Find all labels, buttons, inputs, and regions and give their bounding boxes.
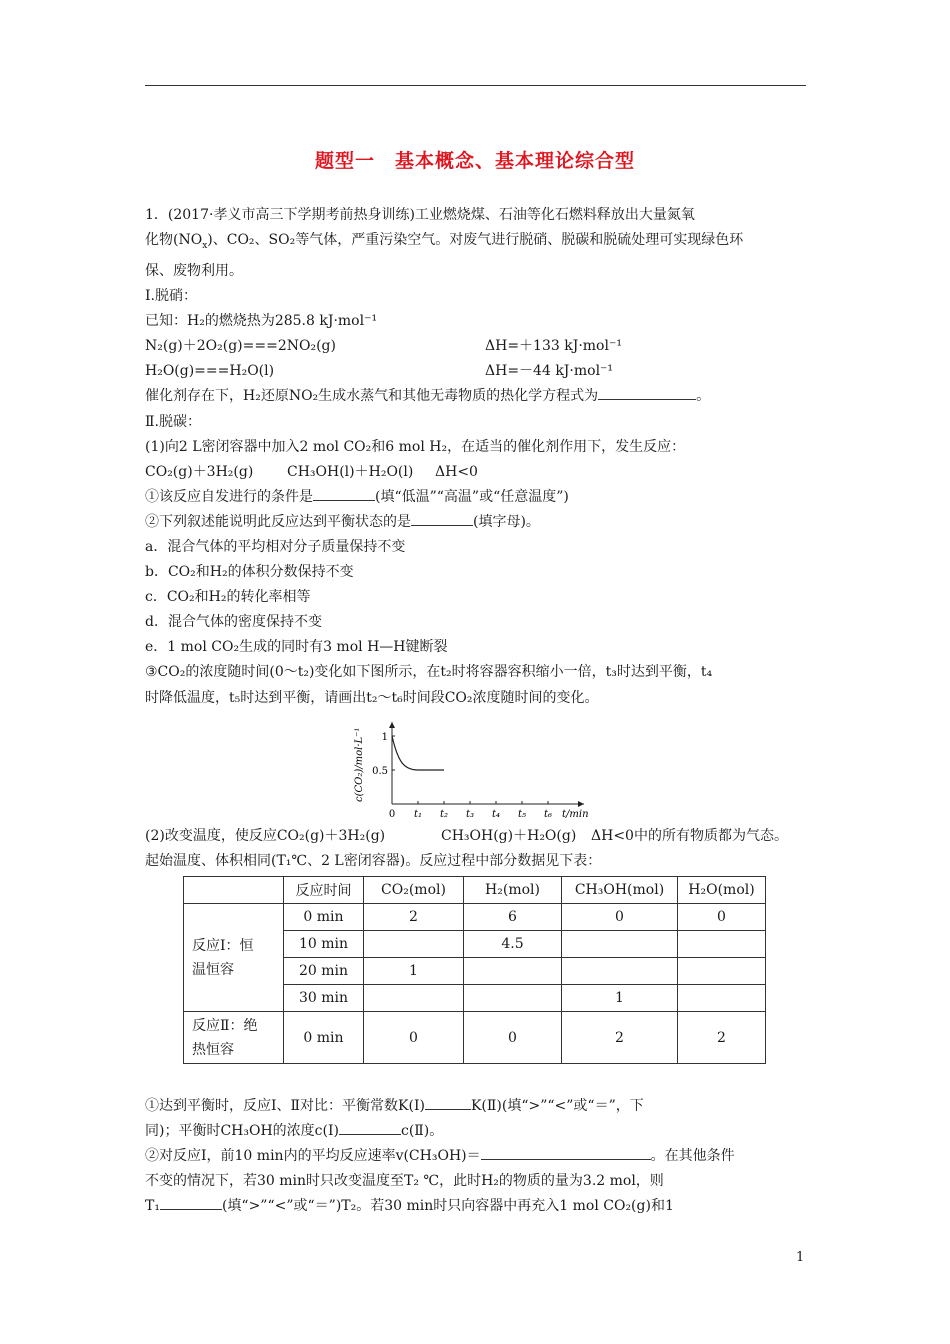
y-axis-arrow <box>389 722 395 728</box>
option-c: c．CO₂和H₂的转化率相等 <box>145 589 311 606</box>
table-cell: 10 min <box>284 931 364 958</box>
option-a: a．混合气体的平均相对分子质量保持不变 <box>145 539 406 556</box>
part3-line1: (2)改变温度，使反应CO₂(g)＋3H₂(g) CH₃OH(g)＋H₂O(g) ΔH<0中的所有物质都为气态。 <box>145 828 788 844</box>
table-cell: 0 <box>464 1012 562 1064</box>
x-tick-label: t₃ <box>465 809 475 820</box>
table-cell: 0 <box>678 904 766 931</box>
table-cell: 2 <box>364 904 464 931</box>
table-row <box>184 1012 766 1064</box>
part4-line4: 不变的情况下，若30 min时只改变温度至T₂ ℃，此时H₂的物质的量为3.2 mol，则 <box>145 1173 664 1190</box>
part1-known: 已知：H₂的燃烧热为285.8 kJ·mol⁻¹ <box>145 313 378 330</box>
x-axis-arrow <box>578 801 584 807</box>
answer-blank[interactable] <box>339 1120 401 1135</box>
table-header: CO₂(mol) <box>364 877 464 904</box>
x-tick-label: t₂ <box>439 809 449 820</box>
reaction-data-table <box>183 876 766 1064</box>
table-cell: 0 <box>364 1012 464 1064</box>
part1-eq2: H₂O(g)===H₂O(l) ΔH=－44 kJ·mol⁻¹ <box>145 363 614 380</box>
table-cell: 20 min <box>284 958 364 985</box>
part3-text <box>145 824 810 874</box>
y-tick-label: 1 <box>381 732 388 743</box>
group1-label: 反应Ⅰ：恒 温恒容 <box>184 904 284 1012</box>
answer-blank[interactable] <box>160 1195 222 1210</box>
x-axis-label: t/min <box>562 809 589 820</box>
table-header: CH₃OH(mol) <box>562 877 678 904</box>
x-tick-label: t₁ <box>413 809 423 820</box>
x-tick-label: 0 <box>388 809 396 820</box>
table-cell: 30 min <box>284 985 364 1012</box>
part1-eq1: N₂(g)＋2O₂(g)===2NO₂(g) ΔH=＋133 kJ·mol⁻¹ <box>145 338 622 355</box>
x-tick-label: t₄ <box>491 809 501 820</box>
group2-label: 反应Ⅱ：绝 热恒容 <box>184 1012 284 1064</box>
table-cell <box>678 958 766 985</box>
part4-line1: ①达到平衡时，反应Ⅰ、Ⅱ对比：平衡常数K(Ⅰ) K(Ⅱ)(填“>”“<”或“＝”，下 <box>145 1094 810 1119</box>
part3-line2: 起始温度、体积相同(T₁℃、2 L密闭容器)。反应过程中部分数据见下表： <box>145 853 602 870</box>
answer-blank[interactable] <box>411 511 473 526</box>
table-header <box>184 877 284 904</box>
answer-blank[interactable] <box>313 486 375 501</box>
part4-text <box>145 1094 810 1219</box>
part1-question: 催化剂存在下，H₂还原NO₂生成水蒸气和其他无毒物质的热化学方程式为 。 <box>145 384 810 409</box>
y-tick-label: 0.5 <box>372 766 388 777</box>
option-d: d．混合气体的密度保持不变 <box>145 614 322 631</box>
part2-q1: (1)向2 L密闭容器中加入2 mol CO₂和6 mol H₂，在适当的催化剂作用下，发生反应： <box>145 438 686 455</box>
table-cell <box>678 985 766 1012</box>
part2-sub3-line2: 时降低温度，t₅时达到平衡，请画出t₂～t₆时间段CO₂浓度随时间的变化。 <box>145 689 599 706</box>
co2-series-line <box>392 736 444 770</box>
section-title: 题型一 基本概念、基本理论综合型 <box>314 150 635 172</box>
table-cell <box>464 958 562 985</box>
question-body <box>145 203 810 711</box>
table-cell: 1 <box>364 958 464 985</box>
table-cell: 2 <box>562 1012 678 1064</box>
part1-heading: Ⅰ.脱硝： <box>145 288 197 305</box>
x-tick-label: t₅ <box>517 809 527 820</box>
table-cell: 1 <box>562 985 678 1012</box>
y-axis-label: c(CO₂)/mol·L⁻¹ <box>354 727 365 802</box>
intro-line-3: 保、废物利用。 <box>145 262 243 279</box>
part2-sub1: ①该反应自发进行的条件是 (填“低温”“高温”或“任意温度”) <box>145 485 810 510</box>
page-number: 1 <box>796 1250 805 1265</box>
part2-sub3-line1: ③CO₂的浓度随时间(0～t₂)变化如下图所示，在t₂时将容器容积缩小一倍，t₃时达到平衡，t₄ <box>145 664 713 681</box>
intro-line-2: 化物$(NO_x)$、CO₂、SO₂等气体，严重污染空气。对废气进行脱硝、脱碳和脱硫处理可实现绿色环 <box>145 232 744 251</box>
header-rule <box>145 85 806 86</box>
table-row <box>184 904 766 931</box>
answer-blank[interactable] <box>598 385 696 400</box>
table-cell: 6 <box>464 904 562 931</box>
table-cell <box>562 931 678 958</box>
option-e: e．1 mol CO₂生成的同时有3 mol H—H键断裂 <box>145 639 448 656</box>
table-cell: 2 <box>678 1012 766 1064</box>
co2-concentration-chart <box>340 718 610 820</box>
part2-reaction: CO₂(g)＋3H₂(g) CH₃OH(l)＋H₂O(l) ΔH<0 <box>145 463 478 480</box>
table-cell <box>678 931 766 958</box>
table-cell <box>364 985 464 1012</box>
table-header: 反应时间 <box>284 877 364 904</box>
table-header: H₂(mol) <box>464 877 562 904</box>
table-cell <box>364 931 464 958</box>
table-cell: 0 min <box>284 1012 364 1064</box>
part2-heading: Ⅱ.脱碳： <box>145 413 201 430</box>
part4-line2: 同)；平衡时CH₃OH的浓度c(Ⅰ) c(Ⅱ)。 <box>145 1119 810 1144</box>
part4-line3: ②对反应Ⅰ，前10 min内的平均反应速率v(CH₃OH)＝ 。在其他条件 <box>145 1144 810 1169</box>
answer-blank[interactable] <box>481 1145 651 1160</box>
table-cell: 4.5 <box>464 931 562 958</box>
part2-sub2: ②下列叙述能说明此反应达到平衡状态的是 (填字母)。 <box>145 510 810 535</box>
intro-line-1: 1．(2017·孝义市高三下学期考前热身训练)工业燃烧煤、石油等化石燃料释放出大量氮氧 <box>145 207 695 223</box>
answer-blank[interactable] <box>425 1095 471 1110</box>
table-cell <box>562 958 678 985</box>
table-header: H₂O(mol) <box>678 877 766 904</box>
table-cell: 0 <box>562 904 678 931</box>
x-tick-label: t₆ <box>543 809 553 820</box>
option-b: b．CO₂和H₂的体积分数保持不变 <box>145 564 354 581</box>
table-cell: 0 min <box>284 904 364 931</box>
table-header-row <box>184 877 766 904</box>
table-cell <box>464 985 562 1012</box>
part4-line5: T₁ (填“>”“<”或“＝”)T₂。若30 min时只向容器中再充入1 mol CO₂(g)和1 <box>145 1194 810 1219</box>
